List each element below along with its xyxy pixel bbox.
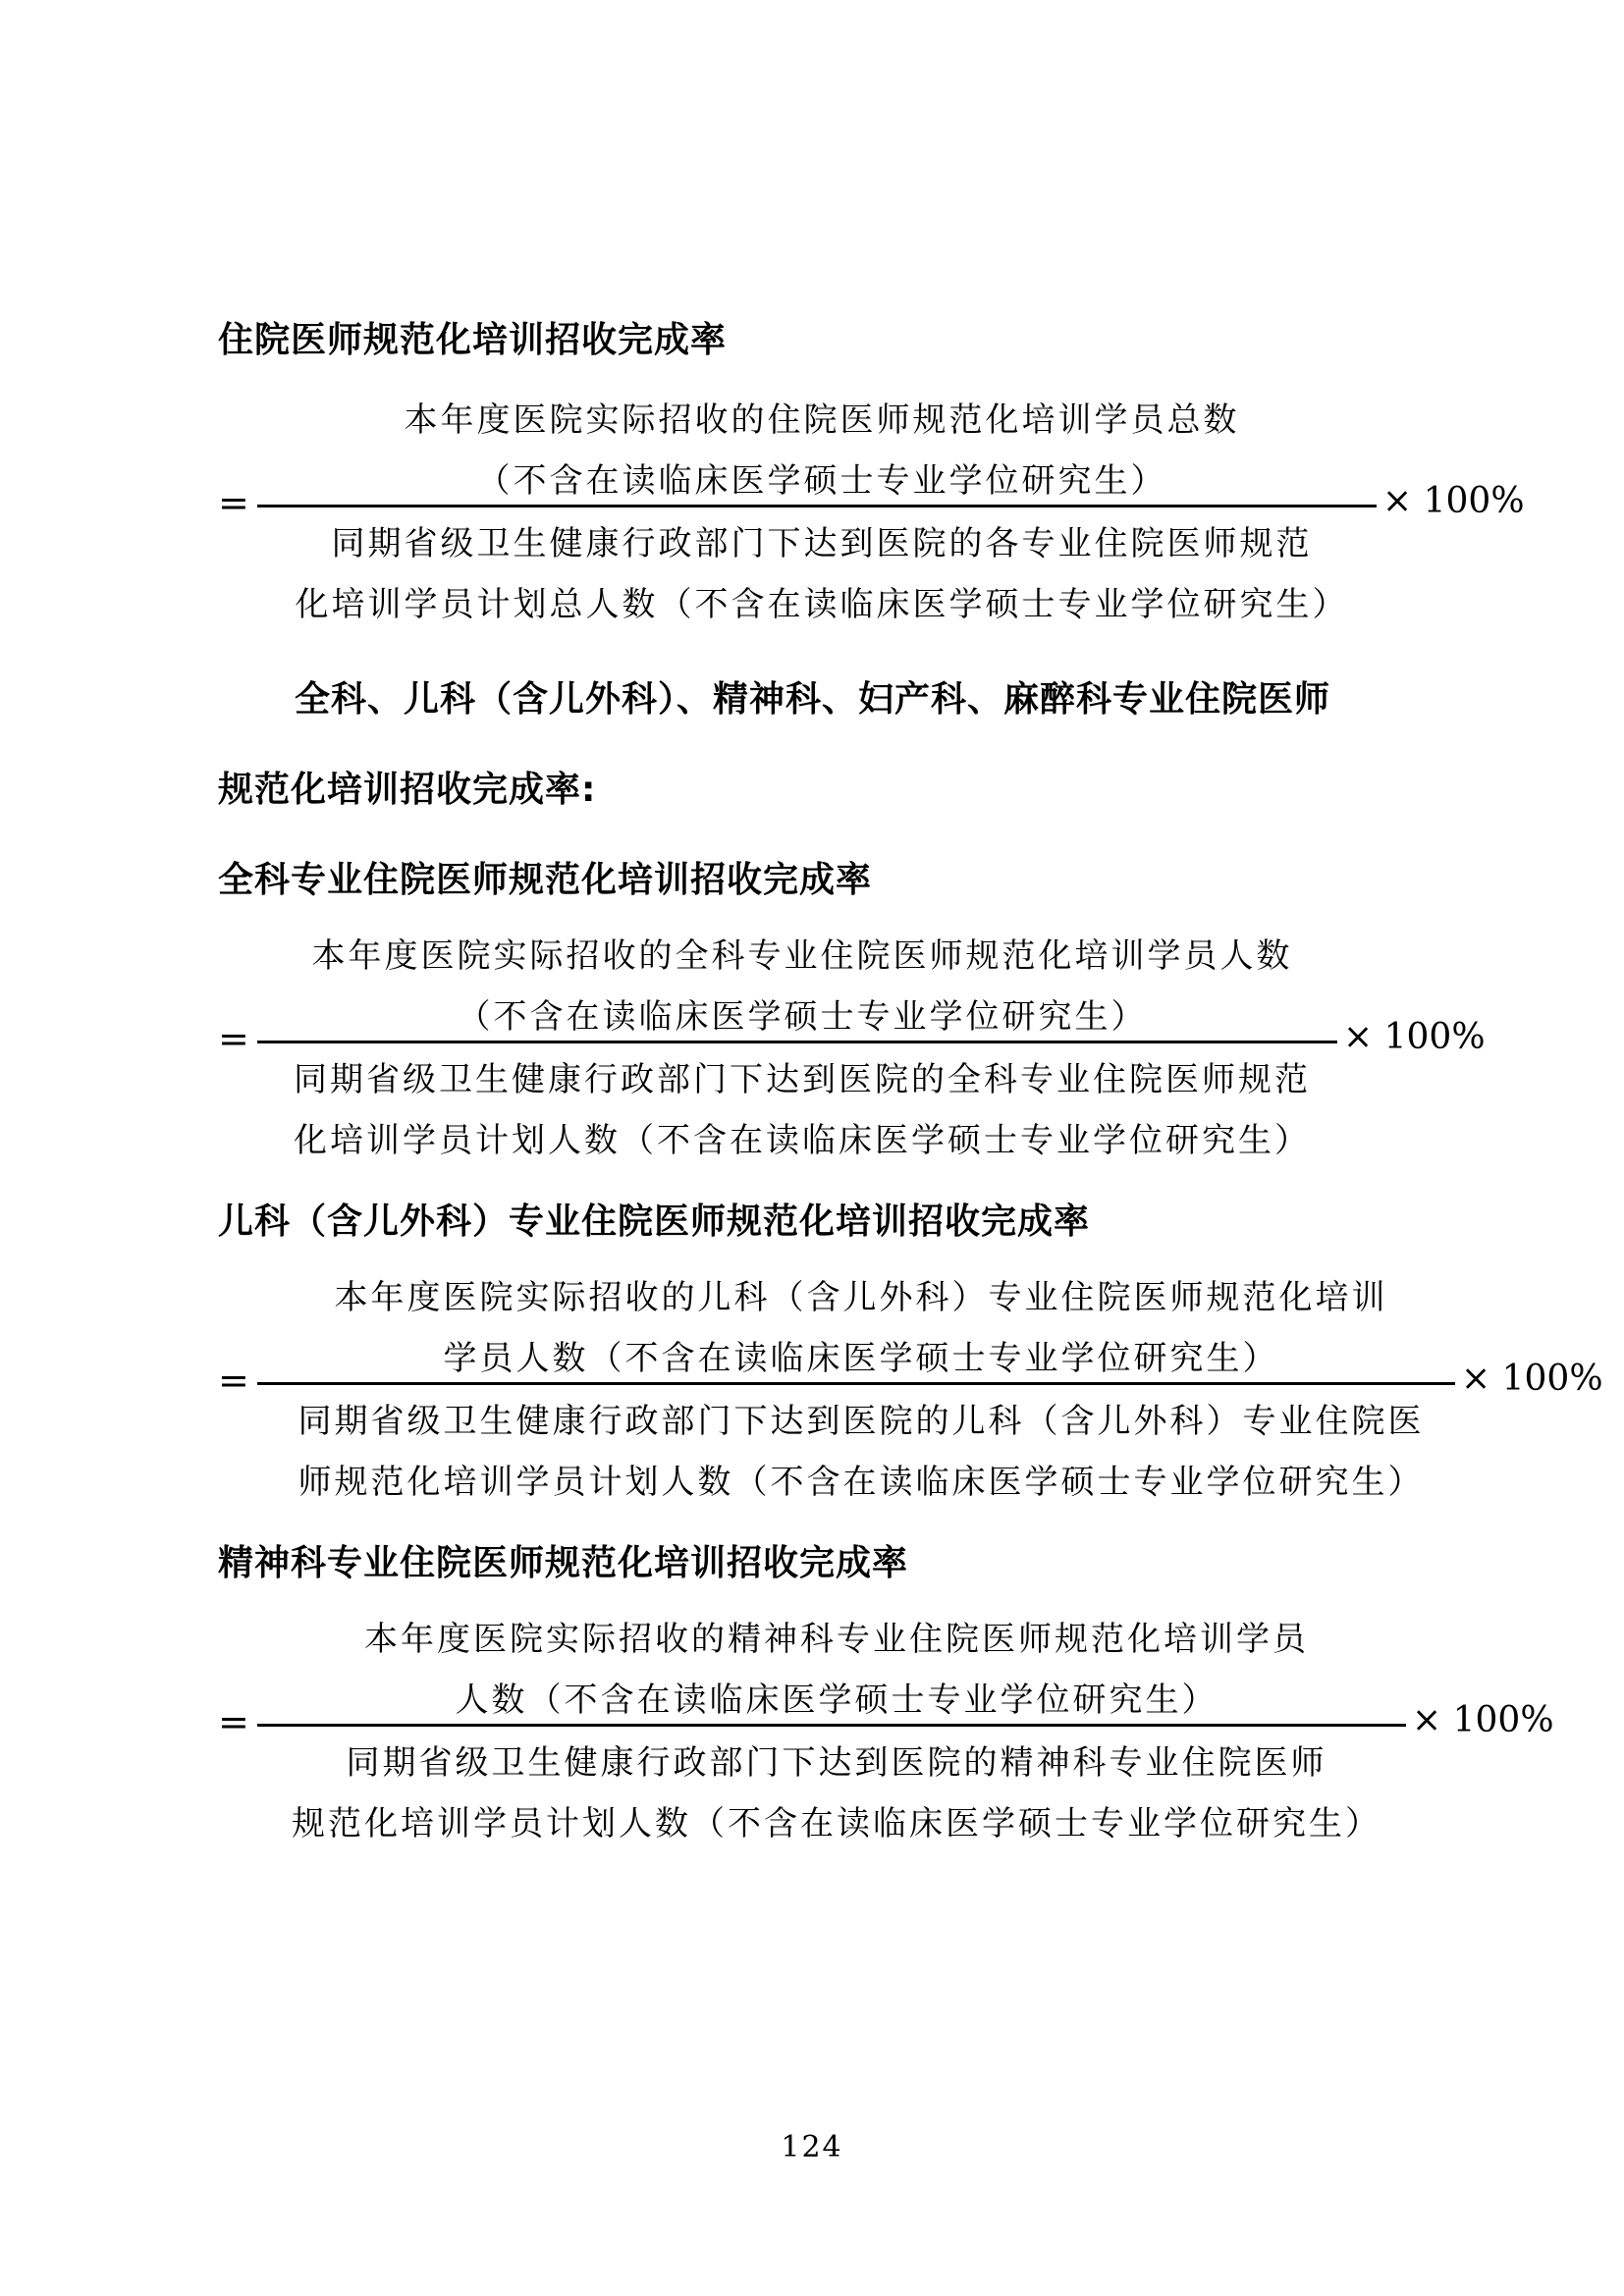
- equals-sign: =: [218, 1700, 249, 1743]
- numerator-line-1: 本年度医院实际招收的精神科专业住院医师规范化培训学员: [364, 1620, 1309, 1659]
- multiplier: × 100%: [1461, 1359, 1603, 1399]
- item-title-general: 全科专业住院医师规范化培训招收完成率: [218, 860, 873, 900]
- numerator-line-2: 学员人数（不含在读临床医学硕士专业学位研究生）: [443, 1339, 1279, 1378]
- section-title: 住院医师规范化培训招收完成率: [218, 320, 728, 360]
- numerator-line-2: （不含在读临床医学硕士专业学位研究生）: [476, 461, 1167, 501]
- multiplier: × 100%: [1343, 1017, 1486, 1057]
- numerator-line-2: 人数（不含在读临床医学硕士专业学位研究生）: [455, 1681, 1218, 1720]
- denominator-line-2: 化培训学员计划总人数（不含在读临床医学硕士专业学位研究生）: [295, 585, 1349, 624]
- denominator-line-1: 同期省级卫生健康行政部门下达到医院的儿科（含儿外科）专业住院医: [298, 1402, 1425, 1441]
- numerator-line-2: （不含在读临床医学硕士专业学位研究生）: [457, 997, 1148, 1037]
- numerator-line-1: 本年度医院实际招收的住院医师规范化培训学员总数: [404, 400, 1240, 440]
- numerator-line-1: 本年度医院实际招收的儿科（含儿外科）专业住院医师规范化培训: [334, 1278, 1388, 1317]
- fraction-bar: [257, 1041, 1337, 1043]
- numerator-line-1: 本年度医院实际招收的全科专业住院医师规范化培训学员人数: [311, 936, 1293, 976]
- subsection-heading-line-1: 全科、儿科（含儿外科）、精神科、妇产科、麻醉科专业住院医师: [295, 679, 1331, 720]
- equals-sign: =: [218, 1017, 249, 1060]
- denominator-line-2: 规范化培训学员计划人数（不含在读临床医学硕士专业学位研究生）: [292, 1804, 1381, 1843]
- page-number: 124: [781, 2130, 843, 2164]
- denominator-line-2: 化培训学员计划人数（不含在读临床医学硕士专业学位研究生）: [294, 1121, 1311, 1160]
- item-title-psychiatry: 精神科专业住院医师规范化培训招收完成率: [218, 1543, 909, 1583]
- denominator-line-1: 同期省级卫生健康行政部门下达到医院的精神科专业住院医师: [346, 1743, 1327, 1783]
- equals-sign: =: [218, 481, 249, 524]
- multiplier: × 100%: [1382, 481, 1525, 521]
- subsection-heading-line-2: 规范化培训招收完成率:: [218, 770, 597, 810]
- multiplier: × 100%: [1412, 1700, 1554, 1740]
- fraction-bar: [257, 1382, 1455, 1385]
- denominator-line-2: 师规范化培训学员计划人数（不含在读临床医学硕士专业学位研究生）: [298, 1463, 1425, 1502]
- denominator-line-1: 同期省级卫生健康行政部门下达到医院的各专业住院医师规范: [331, 524, 1313, 563]
- denominator-line-1: 同期省级卫生健康行政部门下达到医院的全科专业住院医师规范: [294, 1060, 1311, 1099]
- item-title-pediatrics: 儿科（含儿外科）专业住院医师规范化培训招收完成率: [218, 1201, 1091, 1242]
- equals-sign: =: [218, 1359, 249, 1402]
- fraction-bar: [257, 1724, 1406, 1727]
- fraction-bar: [257, 505, 1377, 507]
